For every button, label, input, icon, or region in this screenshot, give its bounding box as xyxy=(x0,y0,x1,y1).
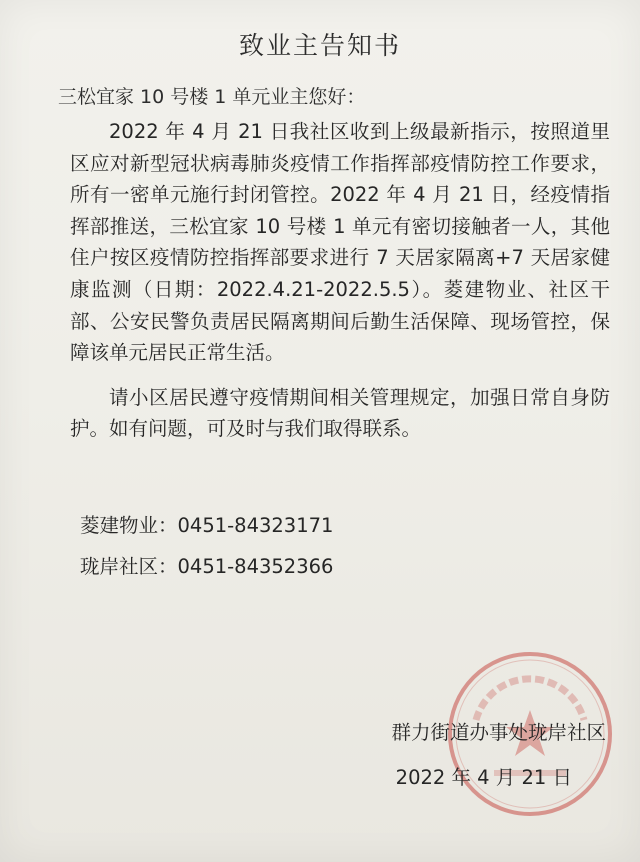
body-paragraph-1: 2022 年 4 月 21 日我社区收到上级最新指示，按照道里区应对新型冠状病毒肺炎疫情工作指挥部疫情防控工作要求，所有一密单元施行封闭管控。2022 年 4 月 21 日，经疫情指挥部推送，三松宜家 10 号楼 1 单元有密切接触者一人，其他住户按区疫情防控指挥部要求进行 7 天居家隔离+7 天居家健康监测（日期：2022.4.21-2022.5.5）。菱建物业、社区干部、公安民警负责居民隔离期间后勤生活保障、现场管控，保障该单元居民正常生活。 xyxy=(70,120,610,365)
contact-community xyxy=(80,551,333,579)
body-paragraph-2: 请小区居民遵守疫情期间相关管理规定，加强日常自身防护。如有问题，可及时与我们取得联系。 xyxy=(70,385,610,441)
contact-label: 菱建物业： xyxy=(80,514,178,537)
page-title: 致业主告知书 xyxy=(238,31,401,60)
notice-body xyxy=(70,116,610,445)
salutation: 三松宜家 10 号楼 1 单元业主您好： xyxy=(58,86,366,108)
signature-organization: 群力街道办事处珑岸社区 xyxy=(391,721,606,744)
contact-label: 珑岸社区： xyxy=(80,555,178,578)
contact-property xyxy=(80,510,333,538)
contact-phone: 0451-84352366 xyxy=(177,555,334,578)
contact-phone: 0451-84323171 xyxy=(177,514,334,537)
signature-date: 2022 年 4 月 21 日 xyxy=(395,766,572,789)
